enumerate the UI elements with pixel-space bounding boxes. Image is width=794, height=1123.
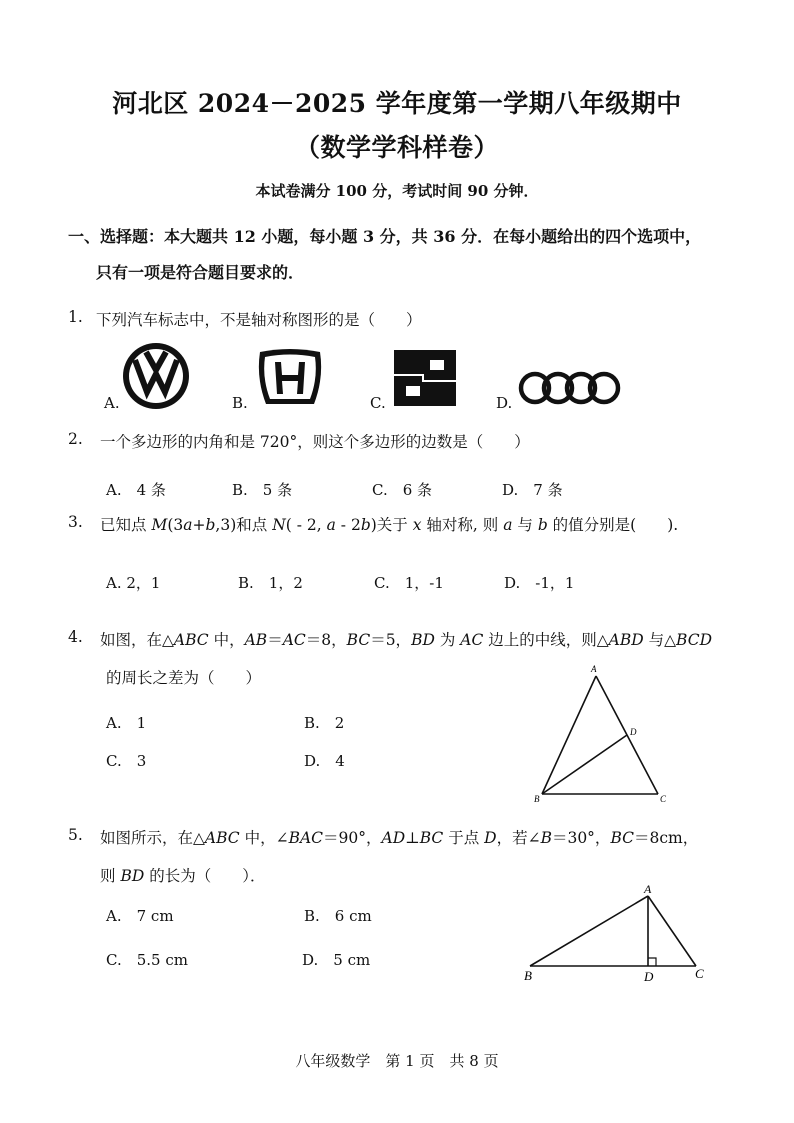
option-a: A. 7 cm bbox=[106, 907, 174, 925]
option-b: B. 6 cm bbox=[304, 907, 372, 925]
question-number: 3. bbox=[68, 513, 83, 531]
option-b: B. 5 条 bbox=[232, 481, 293, 499]
option-c: C. 3 bbox=[106, 752, 147, 770]
option-c: C. 6 条 bbox=[372, 481, 433, 499]
triangle-figure-q4 bbox=[530, 660, 680, 810]
question-stem: 下列汽车标志中，不是轴对称图形的是（ ） bbox=[96, 311, 422, 329]
vertex-label-c: C bbox=[660, 794, 667, 804]
option-d: D. -1，1 bbox=[504, 574, 575, 592]
section-heading-cont: 只有一项是符合题目要求的． bbox=[96, 263, 305, 282]
page-title: 河北区 2024－2025 学年度第一学期八年级期中 bbox=[112, 89, 682, 118]
vertex-label-d: D bbox=[644, 969, 654, 984]
option-a: A. 2，1 bbox=[106, 574, 161, 592]
question-number: 4. bbox=[68, 628, 83, 646]
option-a: A. 4 条 bbox=[106, 481, 166, 499]
option-c: C. 5.5 cm bbox=[106, 951, 188, 969]
exam-info: 本试卷满分 100 分，考试时间 90 分钟． bbox=[255, 182, 539, 200]
question-stem: 如图，在△ABC 中，AB＝AC＝8，BC＝5，BD 为 AC 边上的中线，则△ABD 与△BCD bbox=[100, 631, 713, 649]
option-d: D. 4 bbox=[304, 752, 345, 770]
vertex-label-b: B bbox=[524, 968, 532, 983]
vertex-label-d: D bbox=[630, 727, 637, 737]
question-number: 2. bbox=[68, 430, 83, 448]
question-stem: 已知点 M(3a+b,3)和点 N( - 2, a - 2b)关于 x 轴对称, 则 a 与 b 的值分别是( ). bbox=[100, 516, 679, 534]
vertex-label-b: B bbox=[534, 794, 540, 804]
option-c: C. 1，-1 bbox=[374, 574, 444, 592]
option-d: D. 7 条 bbox=[502, 481, 563, 499]
question-stem-cont: 则 BD 的长为（ ）． bbox=[100, 867, 266, 885]
option-a: A. 1 bbox=[106, 714, 147, 732]
question-number: 1. bbox=[68, 308, 83, 326]
question-stem-cont: 的周长之差为（ ） bbox=[106, 669, 262, 687]
section-heading: 一、选择题：本大题共 12 小题，每小题 3 分，共 36 分．在每小题给出的四个选项中， bbox=[68, 227, 702, 246]
question-stem: 如图所示，在△ABC 中，∠BAC＝90°，AD⊥BC 于点 D，若∠B＝30°，BC＝8cm， bbox=[100, 829, 699, 847]
option-label: A. bbox=[104, 394, 120, 412]
question-number: 5. bbox=[68, 826, 83, 844]
option-b: B. 2 bbox=[304, 714, 345, 732]
four-rings-logo-icon bbox=[518, 370, 622, 406]
volkswagen-logo-icon bbox=[120, 340, 192, 412]
vertex-label-c: C bbox=[695, 966, 704, 981]
vertex-label-a: A bbox=[644, 882, 652, 896]
vertex-label-a: A bbox=[591, 664, 597, 674]
page-subtitle: （数学学科样卷） bbox=[294, 133, 499, 162]
option-label: D. bbox=[496, 394, 513, 412]
question-stem: 一个多边形的内角和是 720°，则这个多边形的边数是（ ） bbox=[100, 433, 530, 451]
option-label: C. bbox=[370, 394, 386, 412]
page-footer: 八年级数学 第 1 页 共 8 页 bbox=[295, 1052, 499, 1070]
right-triangle-figure-q5 bbox=[516, 880, 716, 990]
option-label: B. bbox=[232, 394, 248, 412]
option-d: D. 5 cm bbox=[302, 951, 371, 969]
square-logo-icon bbox=[394, 350, 456, 406]
option-b: B. 1，2 bbox=[238, 574, 303, 592]
honda-logo-icon bbox=[254, 348, 326, 408]
